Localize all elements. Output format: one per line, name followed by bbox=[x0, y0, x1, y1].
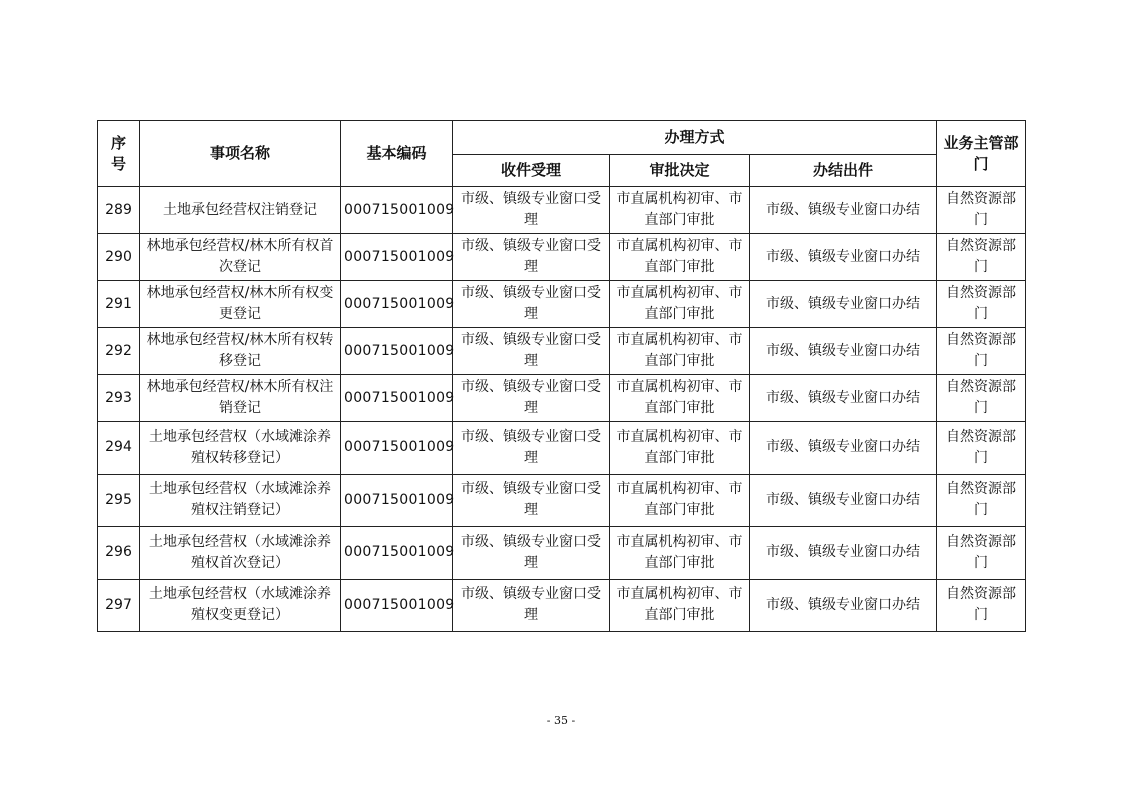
header-code: 基本编码 bbox=[341, 121, 453, 187]
table-row bbox=[98, 375, 1026, 422]
cell-receive: 市级、镇级专业窗口受理 bbox=[453, 281, 610, 328]
cell-name: 林地承包经营权/林木所有权转移登记 bbox=[140, 328, 341, 375]
table-row bbox=[98, 187, 1026, 234]
cell-approve: 市直属机构初审、市直部门审批 bbox=[610, 422, 750, 475]
cell-receive: 市级、镇级专业窗口受理 bbox=[453, 328, 610, 375]
cell-approve: 市直属机构初审、市直部门审批 bbox=[610, 281, 750, 328]
cell-no: 294 bbox=[98, 422, 140, 475]
cell-issue: 市级、镇级专业窗口办结 bbox=[750, 328, 937, 375]
cell-issue: 市级、镇级专业窗口办结 bbox=[750, 187, 937, 234]
table-row bbox=[98, 281, 1026, 328]
cell-no: 296 bbox=[98, 527, 140, 580]
cell-code: 000715001009 bbox=[341, 187, 453, 234]
cell-dept: 自然资源部门 bbox=[937, 187, 1026, 234]
cell-code: 000715001009 bbox=[341, 281, 453, 328]
cell-name: 土地承包经营权注销登记 bbox=[140, 187, 341, 234]
cell-code: 000715001009 bbox=[341, 234, 453, 281]
header-method: 办理方式 bbox=[453, 121, 937, 155]
cell-issue: 市级、镇级专业窗口办结 bbox=[750, 474, 937, 527]
cell-receive: 市级、镇级专业窗口受理 bbox=[453, 422, 610, 475]
table-row bbox=[98, 527, 1026, 580]
cell-issue: 市级、镇级专业窗口办结 bbox=[750, 375, 937, 422]
cell-receive: 市级、镇级专业窗口受理 bbox=[453, 375, 610, 422]
cell-issue: 市级、镇级专业窗口办结 bbox=[750, 422, 937, 475]
cell-approve: 市直属机构初审、市直部门审批 bbox=[610, 187, 750, 234]
cell-approve: 市直属机构初审、市直部门审批 bbox=[610, 474, 750, 527]
cell-no: 297 bbox=[98, 579, 140, 632]
cell-receive: 市级、镇级专业窗口受理 bbox=[453, 234, 610, 281]
cell-receive: 市级、镇级专业窗口受理 bbox=[453, 527, 610, 580]
cell-name: 土地承包经营权（水域滩涂养殖权首次登记） bbox=[140, 527, 341, 580]
cell-dept: 自然资源部门 bbox=[937, 281, 1026, 328]
header-dept: 业务主管部门 bbox=[937, 121, 1026, 187]
cell-approve: 市直属机构初审、市直部门审批 bbox=[610, 328, 750, 375]
table-row bbox=[98, 328, 1026, 375]
table-row bbox=[98, 474, 1026, 527]
cell-no: 289 bbox=[98, 187, 140, 234]
cell-no: 290 bbox=[98, 234, 140, 281]
header-issue: 办结出件 bbox=[750, 155, 937, 187]
cell-issue: 市级、镇级专业窗口办结 bbox=[750, 281, 937, 328]
cell-dept: 自然资源部门 bbox=[937, 579, 1026, 632]
cell-issue: 市级、镇级专业窗口办结 bbox=[750, 234, 937, 281]
header-approve: 审批决定 bbox=[610, 155, 750, 187]
cell-dept: 自然资源部门 bbox=[937, 328, 1026, 375]
header-seq: 序 号 bbox=[98, 121, 140, 187]
table-row bbox=[98, 234, 1026, 281]
cell-approve: 市直属机构初审、市直部门审批 bbox=[610, 375, 750, 422]
cell-name: 土地承包经营权（水域滩涂养殖权注销登记） bbox=[140, 474, 341, 527]
cell-name: 林地承包经营权/林木所有权首次登记 bbox=[140, 234, 341, 281]
cell-receive: 市级、镇级专业窗口受理 bbox=[453, 474, 610, 527]
cell-code: 000715001009 bbox=[341, 527, 453, 580]
header-name: 事项名称 bbox=[140, 121, 341, 187]
cell-dept: 自然资源部门 bbox=[937, 234, 1026, 281]
cell-name: 林地承包经营权/林木所有权注销登记 bbox=[140, 375, 341, 422]
cell-no: 291 bbox=[98, 281, 140, 328]
cell-issue: 市级、镇级专业窗口办结 bbox=[750, 527, 937, 580]
header-receive: 收件受理 bbox=[453, 155, 610, 187]
table-header-row bbox=[98, 121, 1026, 155]
cell-approve: 市直属机构初审、市直部门审批 bbox=[610, 234, 750, 281]
table-row bbox=[98, 422, 1026, 475]
page-number: - 35 - bbox=[546, 714, 576, 727]
cell-issue: 市级、镇级专业窗口办结 bbox=[750, 579, 937, 632]
cell-no: 295 bbox=[98, 474, 140, 527]
cell-code: 000715001009 bbox=[341, 375, 453, 422]
cell-name: 林地承包经营权/林木所有权变更登记 bbox=[140, 281, 341, 328]
cell-no: 292 bbox=[98, 328, 140, 375]
cell-code: 000715001009 bbox=[341, 328, 453, 375]
cell-receive: 市级、镇级专业窗口受理 bbox=[453, 579, 610, 632]
service-items-table bbox=[97, 120, 1026, 632]
cell-receive: 市级、镇级专业窗口受理 bbox=[453, 187, 610, 234]
cell-dept: 自然资源部门 bbox=[937, 527, 1026, 580]
cell-code: 000715001009 bbox=[341, 422, 453, 475]
table-row bbox=[98, 579, 1026, 632]
cell-code: 000715001009 bbox=[341, 579, 453, 632]
cell-dept: 自然资源部门 bbox=[937, 375, 1026, 422]
cell-no: 293 bbox=[98, 375, 140, 422]
cell-name: 土地承包经营权（水域滩涂养殖权变更登记） bbox=[140, 579, 341, 632]
cell-name: 土地承包经营权（水域滩涂养殖权转移登记） bbox=[140, 422, 341, 475]
cell-dept: 自然资源部门 bbox=[937, 422, 1026, 475]
cell-approve: 市直属机构初审、市直部门审批 bbox=[610, 579, 750, 632]
cell-dept: 自然资源部门 bbox=[937, 474, 1026, 527]
cell-code: 000715001009 bbox=[341, 474, 453, 527]
cell-approve: 市直属机构初审、市直部门审批 bbox=[610, 527, 750, 580]
